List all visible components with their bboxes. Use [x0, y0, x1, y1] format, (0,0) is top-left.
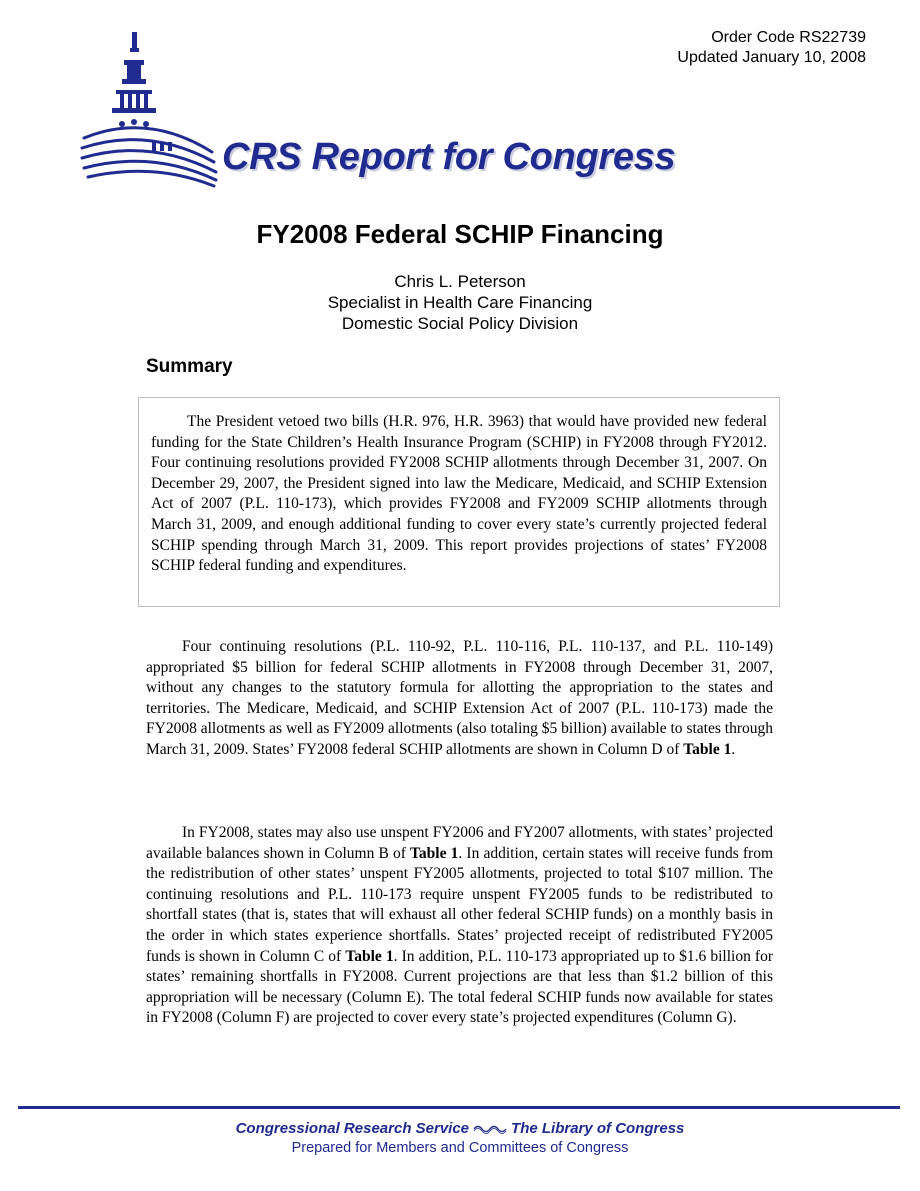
summary-heading: Summary [146, 356, 233, 377]
table-reference: Table 1 [410, 844, 459, 862]
footer-rule [18, 1106, 900, 1109]
paragraph-punctuation: . [731, 740, 736, 758]
paragraph-text: . In addition, certain states will receive funds from the redistribution of other states’ unspent FY2005 allotments, projected to total $107 million. The continuing resolutions and P.L. 110-173 require unspent FY2005 funds to be redistributed to shortfall states (that is, states that will exhaust all other federal SCHIP funds) on a monthly basis in the order in which states experience shortfalls. States’ projected receipt of redistributed FY2005 funds is shown in Column C of [146, 844, 773, 965]
paragraph-text: . In addition, P.L. 110-173 appropriated up to $1.6 billion for states’ remaining shortfalls in FY2008. Current projections are that less than $1.2 billion of this appropriation will be necessary (Column E). The total federal SCHIP funds now available for states in FY2008 (Column F) are projected to cover every state’s projected expenditures (Column G). [146, 947, 773, 1027]
summary-box [138, 397, 780, 607]
summary-text: The President vetoed two bills (H.R. 976, H.R. 3963) that would have provided new federal funding for the State Children’s Health Insurance Program (SCHIP) in FY2008 through FY2012. Four continuing resolutions provided FY2008 SCHIP allotments through December 31, 2007. On December 29, 2007, the President signed into law the Medicare, Medicaid, and SCHIP Extension Act of 2007 (P.L. 110-173), which provides FY2008 and FY2009 SCHIP allotments through March 31, 2009, and enough additional funding to cover every state’s currently projected federal SCHIP spending through March 31, 2009. This report provides projections of states’ FY2008 SCHIP federal funding and expenditures. [151, 413, 767, 575]
scroll-ornament-icon [473, 1124, 507, 1134]
order-code-block [677, 28, 866, 68]
division-name: Domestic Social Policy Division [341, 314, 579, 333]
table-reference: Table 1 [683, 740, 732, 758]
crs-name: Congressional Research Service [235, 1120, 470, 1137]
capitol-dome-icon [78, 30, 218, 190]
author-name: Chris L. Peterson [394, 272, 526, 291]
body-paragraph-2 [146, 823, 773, 1029]
order-code: Order Code RS22739 [711, 29, 866, 46]
crs-report-logo-text: CRS Report for Congress [222, 136, 676, 178]
table-reference: Table 1 [345, 947, 394, 965]
body-paragraph-1 [146, 637, 773, 761]
paragraph-text: Four continuing resolutions (P.L. 110-92, P.L. 110-116, P.L. 110-137, and P.L. 110-149) appropriated $5 billion for federal SCHIP allotments in FY2008 through December 31, 2007, without any changes to the statutory formula for allotting the appropriation to the states and territories. The Medicare, Medicaid, and SCHIP Extension Act of 2007 (P.L. 110-173) made the FY2008 allotments as well as FY2009 allotments (also totaling $5 billion) available to states through March 31, 2009. States’ FY2008 federal SCHIP allotments are shown in Column D of [146, 638, 773, 758]
footer-organization-line [0, 1120, 920, 1137]
paragraph-text: In FY2008, states may also use unspent FY2006 and FY2007 allotments, with states’ projected available balances shown in Column B of [146, 824, 773, 862]
author-title: Specialist in Health Care Financing [327, 293, 593, 312]
updated-date: Updated January 10, 2008 [677, 49, 866, 66]
report-title: FY2008 Federal SCHIP Financing [256, 219, 664, 249]
author-block [0, 271, 920, 334]
library-name: The Library of Congress [511, 1120, 685, 1137]
footer-prepared-line: Prepared for Members and Committees of Congress [291, 1140, 629, 1156]
